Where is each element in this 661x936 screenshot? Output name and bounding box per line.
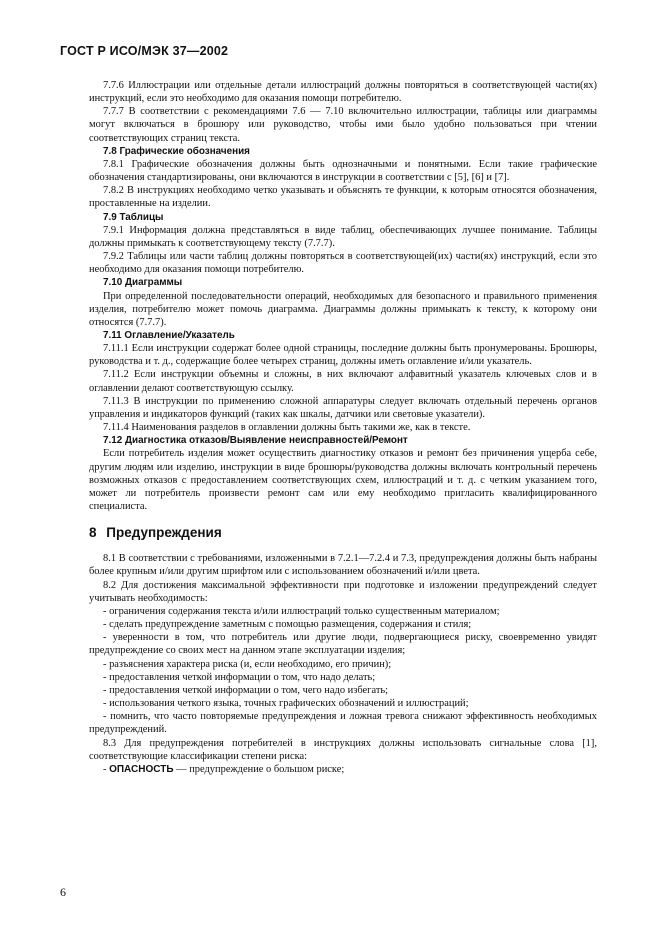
list-item: - уверенности в том, что потребитель или другие люди, подвергающиеся риску, своевременно увидят предупреждение со своих мест на данном этапе эксплуатации изделия;	[89, 632, 597, 657]
paragraph: 7.8.2 В инструкциях необходимо четко указывать и объяснять те функции, к которым относятся обозначения, проставленные на изделии.	[89, 185, 597, 210]
signal-word-item: - ОПАСНОСТЬ — предупреждение о большом риске;	[103, 763, 345, 775]
list-item: - помнить, что часто повторяемые предупреждения и ложная тревога снижают эффективность необходимых предупреждений.	[89, 711, 597, 736]
paragraph: 7.8.1 Графические обозначения должны быть однозначными и понятными. Если такие графические обозначения стандартизированы, они включаются в инструкции в соответствии с [5], [6] и [7].	[89, 158, 597, 184]
list-item: - сделать предупреждение заметным с помощью размещения, содержания и стиля;	[103, 619, 472, 631]
paragraph: 8.2 Для достижения максимальной эффективности при подготовке и изложении предупреждений следует учитывать необходимость:	[89, 579, 597, 604]
subsection-heading: 7.8 Графические обозначения	[103, 145, 250, 157]
list-item: - использования четкого языка, точных графических обозначений и иллюстраций;	[103, 698, 469, 710]
list-item: - ограничения содержания текста и/или иллюстраций только существенным материалом;	[103, 605, 500, 617]
paragraph: 7.11.2 Если инструкции объемны и сложны, в них включают алфавитный указатель ключевых слов и в оглавлении делают соответствующую ссылку.	[89, 369, 597, 394]
paragraph: 7.11.1 Если инструкции содержат более одной страницы, последние должны быть пронумерованы. Брошюры, руководства и т. д., содержащие более четырех страниц, должны иметь оглавление и/или указатель.	[89, 343, 597, 368]
section-heading	[89, 526, 597, 539]
section-8-body	[89, 552, 597, 763]
subsection-heading: 7.10 Диаграммы	[103, 277, 183, 289]
paragraph: 7.7.6 Иллюстрации или отдельные детали иллюстраций должны повторяться в соответствующей части(ях) инструкций, если это необходимо для оказания помощи потребителю.	[89, 80, 597, 105]
page-body	[89, 79, 597, 776]
section-number: 8	[89, 525, 97, 541]
paragraph: 7.9.2 Таблицы или части таблиц должны повторяться в соответствующей(их) части(ях) инструкций, если это необходимо для оказания помощи потребителю.	[89, 251, 597, 276]
section-7-continued	[89, 79, 597, 513]
section-title: Предупреждения	[106, 525, 222, 541]
list-item: - предоставления четкой информации о том, что надо делать;	[103, 671, 376, 683]
list-item: - предоставления четкой информации о том, чего надо избегать;	[103, 684, 389, 696]
paragraph: Если потребитель изделия может осуществить диагностику отказов и ремонт без причинения ущерба себе, другим людям или изделию, инструкции в виде брошюры/руководства должны включать контрольный перечень возможных отказов с предоставлением соответствующих схем, иллюстраций и т. д. с четким указанием того, может ли потребитель произвести ремонт сам или ему необходимо пригласить квалифицированного специалиста.	[89, 448, 597, 512]
paragraph: 8.1 В соответствии с требованиями, изложенными в 7.2.1—7.2.4 и 7.3, предупреждения должны быть набраны более крупным и/или другим шрифтом или с использованием обозначений и/или цвета.	[89, 553, 597, 578]
paragraph: 8.3 Для предупреждения потребителей в инструкциях должны использовать сигнальные слова [1], соответствующие классификации степени риска:	[89, 737, 597, 762]
subsection-heading: 7.11 Оглавление/Указатель	[103, 329, 235, 341]
paragraph: 7.7.7 В соответствии с рекомендациями 7.6 — 7.10 включительно иллюстрации, таблицы или диаграммы могут включаться в брошюру или руководство, чтобы ими было удобно пользоваться при чтении соответствующих страниц текста.	[89, 106, 597, 144]
page-number: 6	[60, 885, 66, 899]
list-item: - разъяснения характера риска (и, если необходимо, его причин);	[103, 658, 392, 670]
subsection-heading: 7.12 Диагностика отказов/Выявление неисправностей/Ремонт	[103, 435, 408, 447]
paragraph: При определенной последовательности операций, необходимых для безопасного и правильного применения изделия, потребителю может помочь диаграмма. Диаграммы должны примыкать к тексту, к которому они относятся (7.7.7).	[89, 290, 597, 328]
subsection-heading: 7.9 Таблицы	[103, 211, 164, 223]
signal-word: ОПАСНОСТЬ	[109, 763, 174, 775]
paragraph: 7.11.4 Наименования разделов в оглавлении должны быть такими же, как в тексте.	[103, 422, 471, 434]
document-header: ГОСТ Р ИСО/МЭК 37—2002	[60, 44, 229, 58]
paragraph: 7.9.1 Информация должна представляться в виде таблиц, обеспечивающих лучшее понимание. Таблицы должны примыкать к соответствующему тексту (7.7.7).	[89, 224, 597, 249]
paragraph: 7.11.3 В инструкции по применению сложной аппаратуры следует включать отдельный перечень органов управления и индикаторов функций (таких как шкалы, датчики или световые указатели).	[89, 395, 597, 420]
